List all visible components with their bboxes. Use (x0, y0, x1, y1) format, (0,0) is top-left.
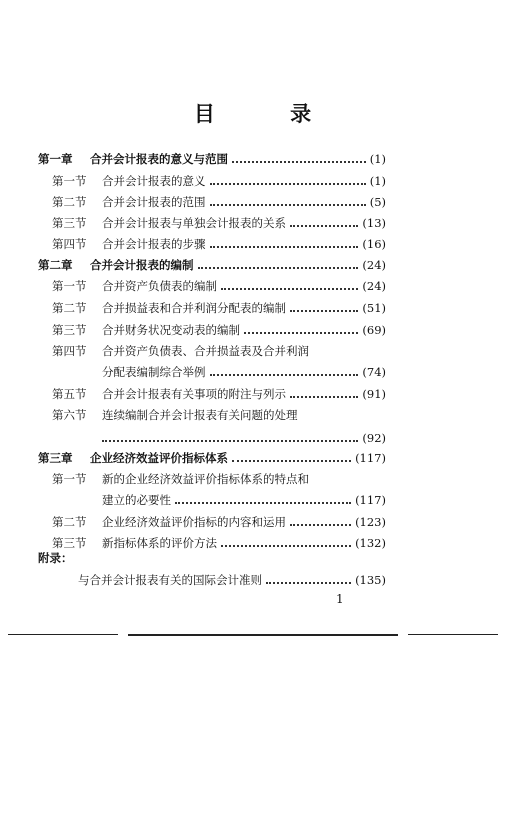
toc-label: 第四节 (52, 237, 87, 251)
toc-row-continuation[interactable] (38, 362, 386, 382)
toc-row-section[interactable] (38, 512, 386, 532)
toc-row-section[interactable] (38, 405, 386, 425)
toc-label: 第三节 (52, 216, 87, 230)
toc-row-section[interactable] (38, 320, 386, 340)
toc-text: 合并会计报表有关事项的附注与列示 (102, 387, 286, 401)
toc-label: 第三节 (52, 323, 87, 337)
leader-dots (232, 160, 366, 163)
toc-text: 合并资产负债表、合并损益表及合并利润 (102, 344, 309, 358)
toc-label: 第二节 (52, 195, 87, 209)
toc-text: 企业经济效益评价指标的内容和运用 (102, 515, 286, 529)
leader-dots (210, 203, 366, 206)
toc-label: 第一节 (52, 174, 87, 188)
bottom-rule-right (408, 634, 498, 635)
leader-dots (102, 439, 358, 442)
toc-row-section[interactable] (38, 171, 386, 191)
leader-dots (175, 501, 351, 504)
toc-page: (1) (369, 174, 386, 188)
toc-row-section[interactable] (38, 213, 386, 233)
toc-title: 目 录 (193, 102, 346, 126)
toc-row-appendix[interactable] (78, 570, 386, 590)
toc-page: (91) (362, 387, 386, 401)
toc-text: 合并财务状况变动表的编制 (102, 323, 240, 337)
toc-row-section[interactable] (38, 298, 386, 318)
toc-text: 合并会计报表的范围 (102, 195, 206, 209)
toc-label: 第五节 (52, 387, 87, 401)
toc-page: (117) (355, 493, 386, 507)
toc-text: 分配表编制综合举例 (102, 365, 206, 379)
toc-label: 第三章 (38, 451, 73, 465)
leader-dots (244, 331, 358, 334)
toc-text: 合并会计报表与单独会计报表的关系 (102, 216, 286, 230)
toc-row-continuation[interactable] (38, 490, 386, 510)
bottom-rule-center (128, 634, 398, 636)
toc-label: 第一节 (52, 472, 87, 486)
toc-row-section[interactable] (38, 234, 386, 254)
toc-text: 合并会计报表的意义与范围 (90, 152, 228, 166)
leader-dots (210, 182, 366, 185)
page-number: 1 (336, 592, 344, 606)
appendix-heading: 附录： (38, 551, 73, 565)
toc-page: (135) (355, 573, 386, 587)
toc-page: (132) (355, 536, 386, 550)
toc-row-section[interactable] (38, 341, 386, 361)
toc-label: 第一节 (52, 279, 87, 293)
toc-page: (117) (355, 451, 386, 465)
toc-text: 企业经济效益评价指标体系 (90, 451, 228, 465)
toc-row-chapter[interactable] (38, 448, 386, 468)
toc-text: 合并资产负债表的编制 (102, 279, 217, 293)
toc-page: (24) (362, 279, 386, 293)
toc-text: 新指标体系的评价方法 (102, 536, 217, 550)
toc-label: 第二章 (38, 258, 73, 272)
leader-dots (198, 266, 359, 269)
leader-dots (290, 224, 358, 227)
leader-dots (266, 581, 351, 584)
toc-page: (51) (362, 301, 386, 315)
toc-text: 新的企业经济效益评价指标体系的特点和 (102, 472, 309, 486)
toc-text: 与合并会计报表有关的国际会计准则 (78, 573, 262, 587)
toc-text: 建立的必要性 (102, 493, 171, 507)
toc-text: 合并会计报表的步骤 (102, 237, 206, 251)
toc-text: 合并损益表和合并利润分配表的编制 (102, 301, 286, 315)
toc-label: 第一章 (38, 152, 73, 166)
leader-dots (290, 395, 358, 398)
toc-label: 第二节 (52, 515, 87, 529)
leader-dots (221, 287, 358, 290)
leader-dots (210, 245, 359, 248)
toc-row-section[interactable] (38, 384, 386, 404)
toc-label: 第六节 (52, 408, 87, 422)
toc-label: 第四节 (52, 344, 87, 358)
leader-dots (221, 544, 351, 547)
toc-row-section[interactable] (38, 192, 386, 212)
toc-label: 第二节 (52, 301, 87, 315)
toc-page: (92) (362, 431, 386, 445)
toc-page: (16) (362, 237, 386, 251)
toc-text: 合并会计报表的编制 (90, 258, 194, 272)
toc-page: (13) (362, 216, 386, 230)
toc-page: (123) (355, 515, 386, 529)
toc-row-section[interactable] (38, 533, 386, 553)
toc-row-continuation[interactable] (38, 428, 386, 448)
toc-page: (69) (362, 323, 386, 337)
toc-text: 连续编制合并会计报表有关问题的处理 (102, 408, 298, 422)
leader-dots (232, 459, 351, 462)
toc-page: (24) (362, 258, 386, 272)
toc-text: 合并会计报表的意义 (102, 174, 206, 188)
bottom-rule-left (8, 634, 118, 635)
toc-row-section[interactable] (38, 469, 386, 489)
toc-page: (74) (362, 365, 386, 379)
toc-row-section[interactable] (38, 276, 386, 296)
toc-page: (1) (369, 152, 386, 166)
toc-label: 第三节 (52, 536, 87, 550)
toc-row-chapter[interactable] (38, 149, 386, 169)
leader-dots (290, 523, 351, 526)
toc-row-chapter[interactable] (38, 255, 386, 275)
leader-dots (290, 309, 358, 312)
leader-dots (210, 373, 359, 376)
toc-page: (5) (369, 195, 386, 209)
